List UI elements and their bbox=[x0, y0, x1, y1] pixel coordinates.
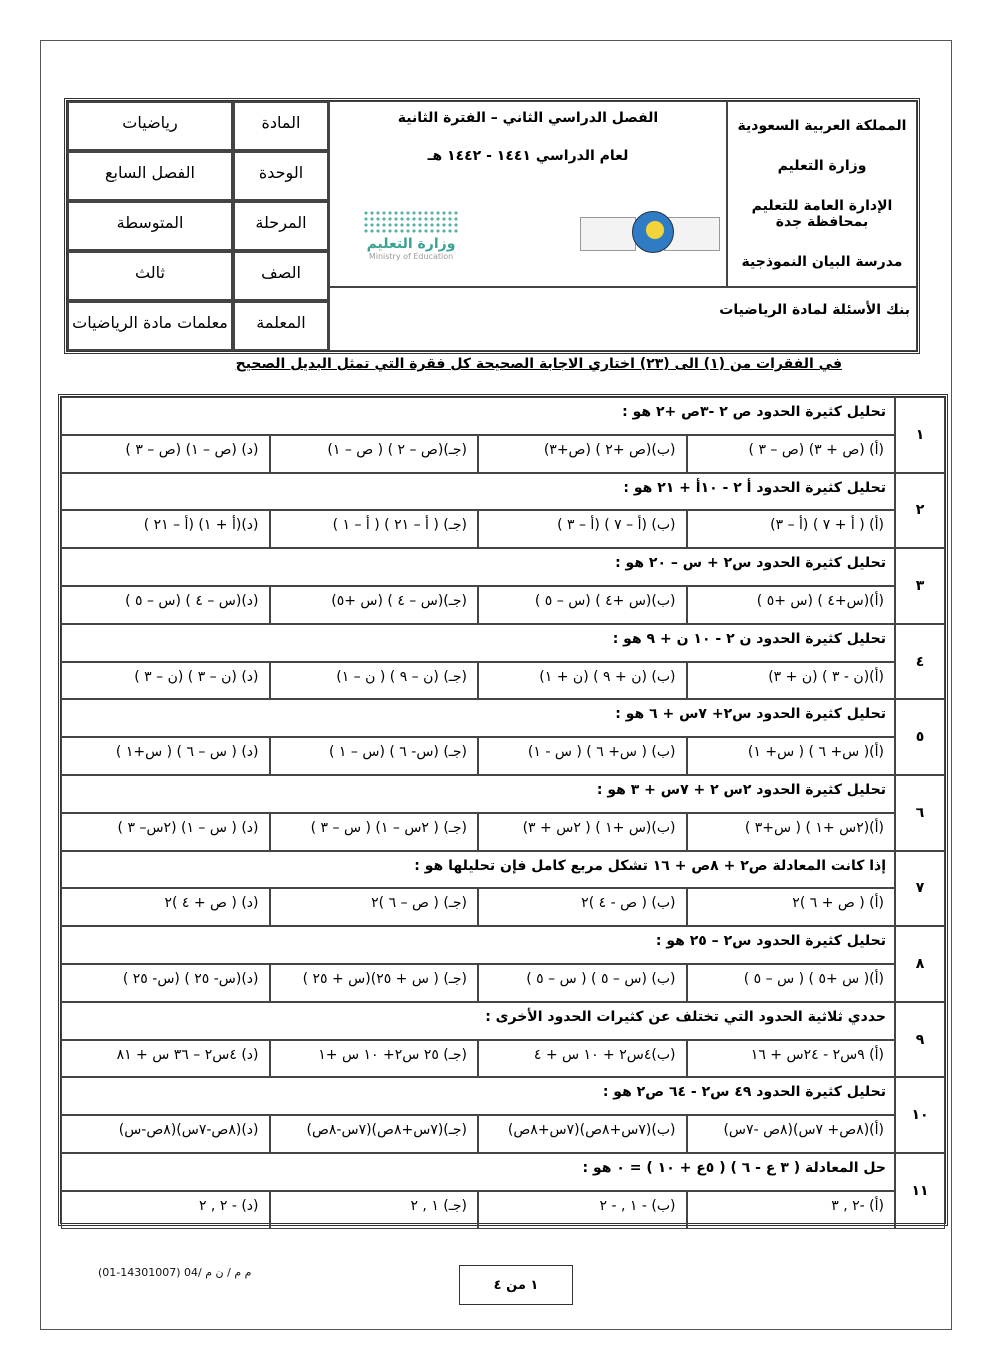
answer-option[interactable]: (أ) -٢ , ٣ bbox=[687, 1191, 896, 1229]
question-text: تحليل كثيرة الحدود ٤٩ س٢ - ٦٤ ص٢ هو : bbox=[61, 1077, 895, 1115]
question-text: تحليل كثيرة الحدود ٢س ٢ + ٧س + ٣ هو : bbox=[61, 775, 895, 813]
answer-option[interactable]: (أ)( س +٥ ) ( س – ٥ ) bbox=[687, 964, 896, 1002]
answer-option[interactable]: (ب) - ١ , - ٢ bbox=[478, 1191, 687, 1229]
moe-logo-ar: وزارة التعليم bbox=[366, 235, 456, 252]
answer-option[interactable]: (د)(س- ٢٥ ) (س- ٢٥ ) bbox=[61, 964, 270, 1002]
school-logo-banner-left bbox=[580, 217, 636, 251]
moe-dots-icon bbox=[363, 210, 459, 234]
form-code: (01-14301007) 04/ م م / ن م bbox=[98, 1266, 252, 1279]
answer-option[interactable]: (أ)(س+٤ ) (س +٥ ) bbox=[687, 586, 896, 624]
options-row bbox=[61, 435, 895, 473]
answer-option[interactable]: (ب)٤س٢ + ١٠ س + ٤ bbox=[478, 1040, 687, 1078]
answer-option[interactable]: (د) (ن – ٣ ) (ن – ٣ ) bbox=[61, 662, 270, 700]
question-row bbox=[61, 548, 945, 624]
field-value: المتوسطة bbox=[67, 201, 233, 251]
question-text: تحليل كثيرة الحدود س٢+ ٧س + ٦ هو : bbox=[61, 699, 895, 737]
answer-option[interactable]: (ب) ( س+ ٦ ) ( س - ١) bbox=[478, 737, 687, 775]
options-row bbox=[61, 1040, 895, 1078]
answer-option[interactable]: (ب)(ص +٢ ) (ص+٣) bbox=[478, 435, 687, 473]
questions-table bbox=[58, 394, 948, 1226]
answer-option[interactable]: (جـ) ١ , ٢ bbox=[270, 1191, 479, 1229]
question-body bbox=[61, 624, 895, 700]
question-body bbox=[61, 397, 895, 473]
page-indicator: ١ من ٤ bbox=[459, 1265, 573, 1305]
options-row bbox=[61, 1191, 895, 1229]
answer-option[interactable]: (جـ)(س – ٤ ) (س +٥) bbox=[270, 586, 479, 624]
answer-option[interactable]: (جـ) ( ٢س – ١) ( س – ٣ ) bbox=[270, 813, 479, 851]
answer-option[interactable]: (د) (ص – ١) (ص – ٣ ) bbox=[61, 435, 270, 473]
answer-option[interactable]: (جـ) (س- ٦ ) (س – ١ ) bbox=[270, 737, 479, 775]
question-row bbox=[61, 397, 945, 473]
ministry-line: المملكة العربية السعودية bbox=[737, 118, 907, 134]
options-row bbox=[61, 737, 895, 775]
field-labels bbox=[233, 101, 329, 351]
question-row bbox=[61, 699, 945, 775]
field-values bbox=[67, 101, 233, 351]
question-text: تحليل كثيرة الحدود س٢ – ٢٥ هو : bbox=[61, 926, 895, 964]
field-label: الوحدة bbox=[233, 151, 329, 201]
answer-option[interactable]: (أ)(٢س +١ ) ( س+٣ ) bbox=[687, 813, 896, 851]
moe-logo bbox=[336, 200, 486, 270]
ministry-line: مدرسة البيان النموذجية bbox=[741, 254, 903, 270]
question-text: تحليل كثيرة الحدود أ ٢ - ١٠أ + ٢١ هو : bbox=[61, 473, 895, 511]
question-bank-title: بنك الأسئلة لمادة الرياضيات bbox=[329, 287, 917, 351]
answer-option[interactable]: (أ)(ن - ٣ ) (ن + ٣) bbox=[687, 662, 896, 700]
answer-option[interactable]: (أ)( س+ ٦ ) ( س+ ١) bbox=[687, 737, 896, 775]
field-value: معلمات مادة الرياضيات bbox=[67, 301, 233, 351]
options-row bbox=[61, 510, 895, 548]
question-number: ١١ bbox=[895, 1153, 945, 1229]
answer-option[interactable]: (د)(أ + ١) (أ – ٢١ ) bbox=[61, 510, 270, 548]
question-body bbox=[61, 775, 895, 851]
options-row bbox=[61, 586, 895, 624]
options-row bbox=[61, 662, 895, 700]
question-row bbox=[61, 624, 945, 700]
question-text: تحليل كثيرة الحدود ن ٢ - ١٠ ن + ٩ هو : bbox=[61, 624, 895, 662]
question-body bbox=[61, 1077, 895, 1153]
answer-option[interactable]: (جـ) ( س + ٢٥)(س + ٢٥ ) bbox=[270, 964, 479, 1002]
options-row bbox=[61, 813, 895, 851]
answer-option[interactable]: (أ) ( أ + ٧ ) (أ – ٣) bbox=[687, 510, 896, 548]
answer-option[interactable]: (ب) (ن + ٩ ) (ن + ١) bbox=[478, 662, 687, 700]
answer-option[interactable]: (د) ( ص + ٤ )٢ bbox=[61, 888, 270, 926]
question-number: ١ bbox=[895, 397, 945, 473]
answer-option[interactable]: (جـ) (ن – ٩ ) ( ن – ١) bbox=[270, 662, 479, 700]
question-number: ١٠ bbox=[895, 1077, 945, 1153]
answer-option[interactable]: (ب)(٧س+٨ص)(٧س+٨ص) bbox=[478, 1115, 687, 1153]
term-block bbox=[329, 101, 727, 287]
question-text: تحليل كثيرة الحدود س٢ + س – ٢٠ هو : bbox=[61, 548, 895, 586]
question-text: حددي ثلاثية الحدود التي تختلف عن كثيرات الحدود الأخرى : bbox=[61, 1002, 895, 1040]
field-value: رياضيات bbox=[67, 101, 233, 151]
answer-option[interactable]: (أ) (ص + ٣) (ص – ٣ ) bbox=[687, 435, 896, 473]
field-label: الصف bbox=[233, 251, 329, 301]
question-number: ٧ bbox=[895, 851, 945, 927]
question-body bbox=[61, 851, 895, 927]
answer-option[interactable]: (جـ) ( أ – ٢١ ) ( أ – ١ ) bbox=[270, 510, 479, 548]
answer-option[interactable]: (د) ( س – ١) (٢س– ٣ ) bbox=[61, 813, 270, 851]
question-number: ٩ bbox=[895, 1002, 945, 1078]
question-body bbox=[61, 926, 895, 1002]
answer-option[interactable]: (ب) (أ – ٧ ) (أ – ٣ ) bbox=[478, 510, 687, 548]
ministry-line: وزارة التعليم bbox=[777, 158, 867, 174]
options-row bbox=[61, 964, 895, 1002]
question-text: تحليل كثيرة الحدود ص ٢ -٣ص +٢ هو : bbox=[61, 397, 895, 435]
answer-option[interactable]: (ب)(س +٤ ) (س – ٥ ) bbox=[478, 586, 687, 624]
moe-logo-en: Ministry of Education bbox=[368, 251, 454, 261]
question-row bbox=[61, 926, 945, 1002]
answer-option[interactable]: (ب)(س +١ ) ( ٢س + ٣) bbox=[478, 813, 687, 851]
answer-option[interactable]: (أ) ٩س٢ - ٢٤س + ١٦ bbox=[687, 1040, 896, 1078]
answer-option[interactable]: (د) ( س – ٦ ) ( س+١ ) bbox=[61, 737, 270, 775]
ministry-line: الإدارة العامة للتعليم بمحافظة جدة bbox=[751, 198, 893, 230]
answer-option[interactable]: (جـ) ( ص – ٦ )٢ bbox=[270, 888, 479, 926]
answer-option[interactable]: (ب) (س – ٥ ) ( س – ٥ ) bbox=[478, 964, 687, 1002]
question-number: ٢ bbox=[895, 473, 945, 549]
answer-option[interactable]: (ب) ( ص - ٤ )٢ bbox=[478, 888, 687, 926]
globe-icon bbox=[632, 211, 674, 253]
answer-option[interactable]: (د) ٤س٢ – ٣٦ س + ٨١ bbox=[61, 1040, 270, 1078]
question-row bbox=[61, 473, 945, 549]
question-body bbox=[61, 473, 895, 549]
answer-option[interactable]: (أ) ( ص + ٦ )٢ bbox=[687, 888, 896, 926]
field-label: المرحلة bbox=[233, 201, 329, 251]
options-row bbox=[61, 1115, 895, 1153]
logos-row bbox=[336, 196, 720, 274]
header-table bbox=[64, 98, 920, 354]
question-text: إذا كانت المعادلة ص٢ + ٨ص + ١٦ تشكل مربع كامل فإن تحليلها هو : bbox=[61, 851, 895, 889]
question-body bbox=[61, 1002, 895, 1078]
answer-option[interactable]: (جـ)(ص – ٢ ) ( ص – ١) bbox=[270, 435, 479, 473]
answer-option[interactable]: (أ)(٨ص+ ٧س)(٨ص -٧س) bbox=[687, 1115, 896, 1153]
question-body bbox=[61, 1153, 895, 1229]
answer-option[interactable]: (جـ)(٧س+٨ص)(٧س-٨ص) bbox=[270, 1115, 479, 1153]
school-logo bbox=[580, 205, 720, 265]
answer-option[interactable]: (جـ) ٢٥ س٢+ ١٠ س +١ bbox=[270, 1040, 479, 1078]
academic-year: لعام الدراسي ١٤٤١ - ١٤٤٢ هـ bbox=[427, 148, 629, 164]
answer-option[interactable]: (د)(س – ٤ ) (س – ٥ ) bbox=[61, 586, 270, 624]
question-row bbox=[61, 1002, 945, 1078]
answer-option[interactable]: (د) - ٢ , ٢ bbox=[61, 1191, 270, 1229]
question-body bbox=[61, 699, 895, 775]
question-text: حل المعادلة ( ٣ ع - ٦ ) ( ٥ع + ١٠ ) = ٠ هو : bbox=[61, 1153, 895, 1191]
question-row bbox=[61, 1153, 945, 1229]
instruction-line: في الفقرات من (١) الى (٢٣) اختاري الاجابة الصحيحة كل فقرة التي تمثل البديل الصحيح bbox=[235, 356, 842, 372]
ministry-block bbox=[727, 101, 917, 287]
answer-option[interactable]: (د)(٨ص-٧س)(٨ص-س) bbox=[61, 1115, 270, 1153]
term-title: الفصل الدراسي الثاني – الفترة الثانية bbox=[397, 110, 659, 126]
field-label: المعلمة bbox=[233, 301, 329, 351]
field-value: ثالث bbox=[67, 251, 233, 301]
question-number: ٨ bbox=[895, 926, 945, 1002]
question-body bbox=[61, 548, 895, 624]
options-row bbox=[61, 888, 895, 926]
question-row bbox=[61, 775, 945, 851]
question-number: ٤ bbox=[895, 624, 945, 700]
field-value: الفصل السابع bbox=[67, 151, 233, 201]
field-label: المادة bbox=[233, 101, 329, 151]
question-number: ٣ bbox=[895, 548, 945, 624]
question-number: ٥ bbox=[895, 699, 945, 775]
question-row bbox=[61, 851, 945, 927]
question-row bbox=[61, 1077, 945, 1153]
question-number: ٦ bbox=[895, 775, 945, 851]
